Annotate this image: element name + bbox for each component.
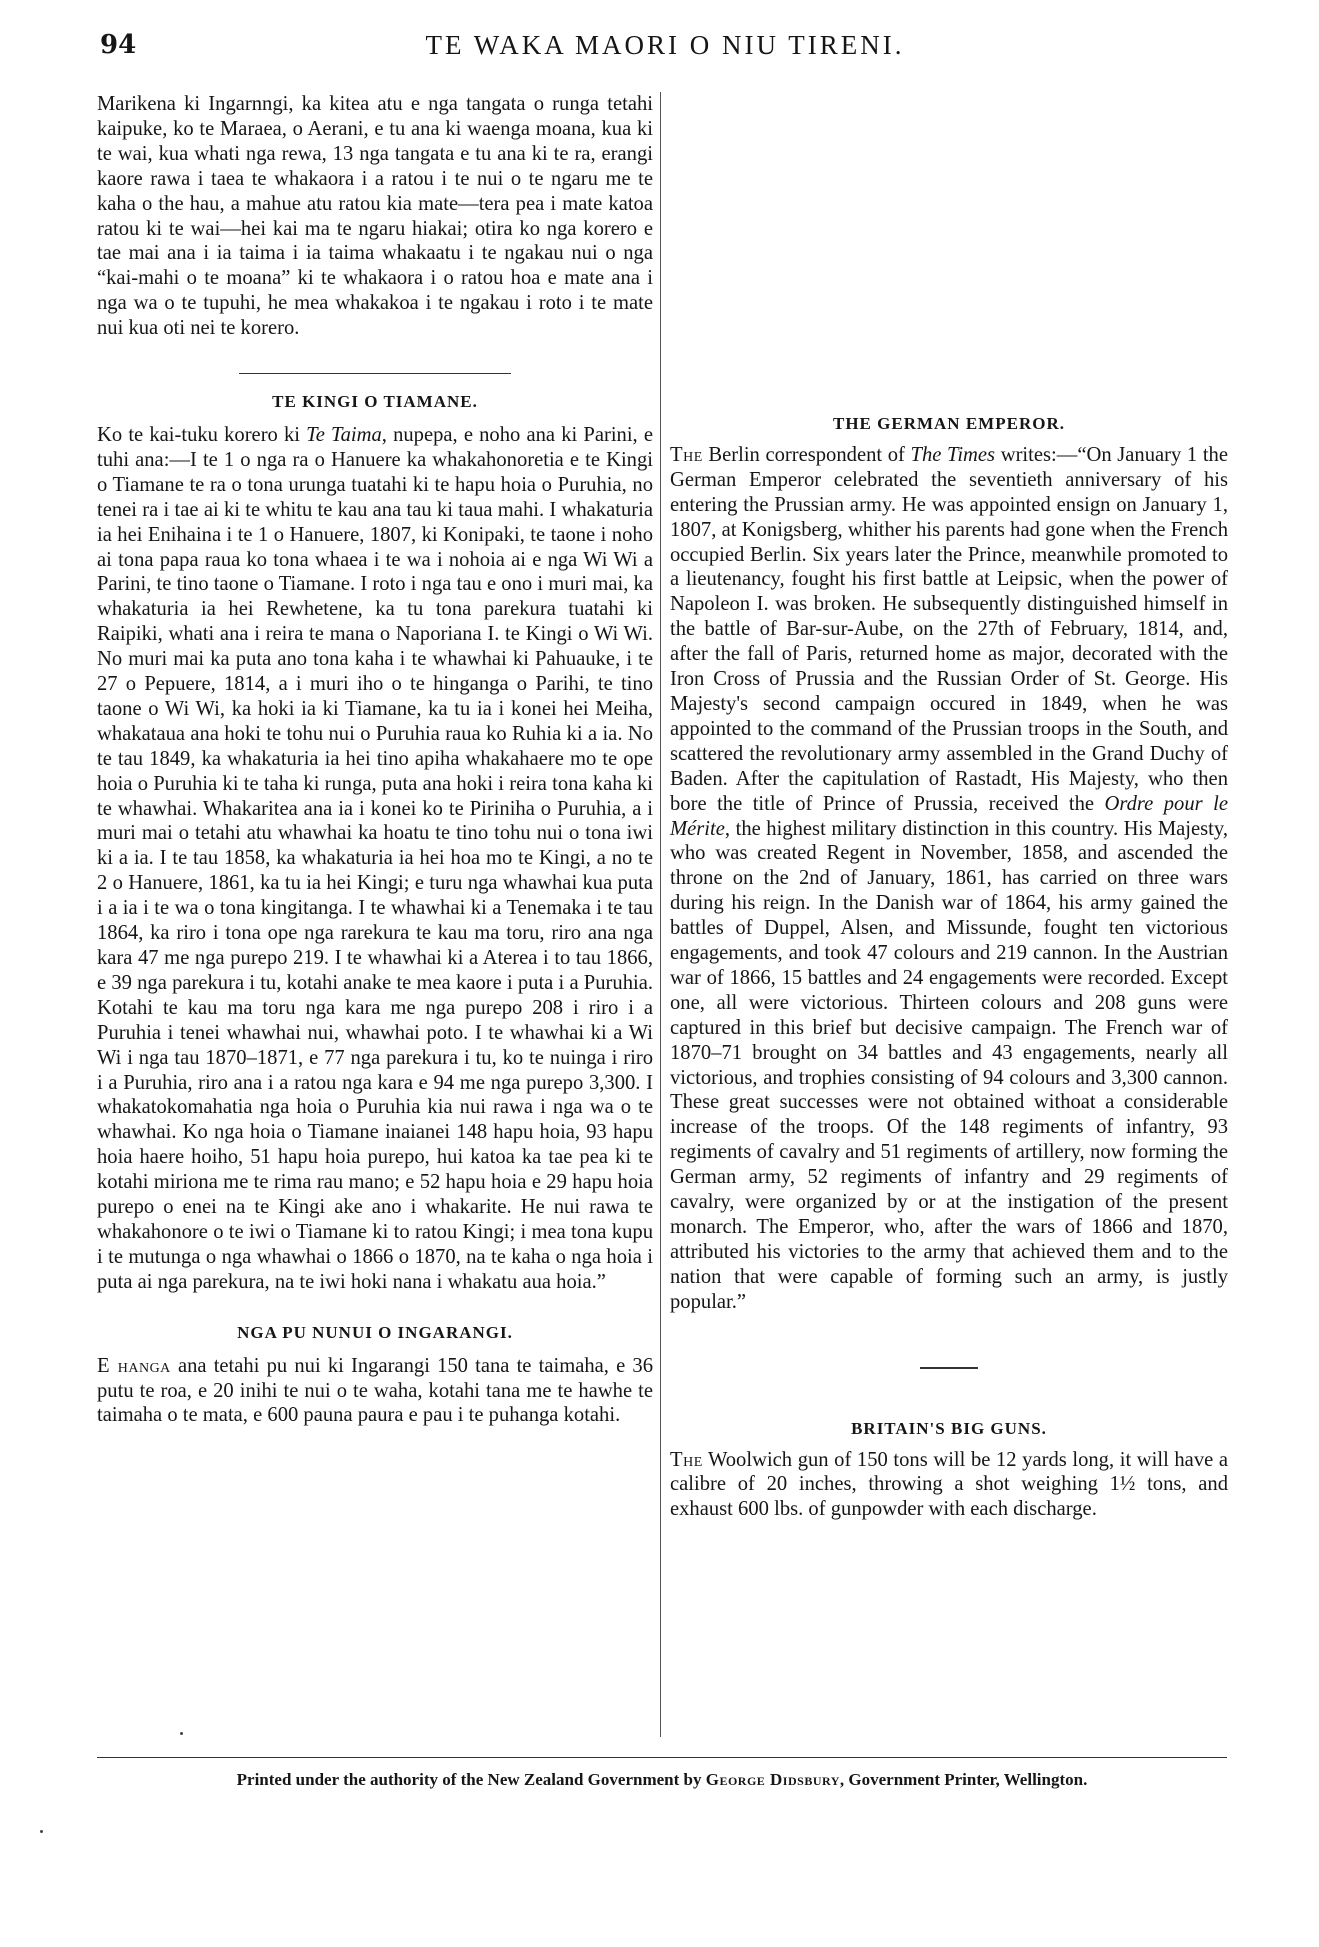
page-header	[100, 26, 1230, 70]
heading-britains-big-guns: BRITAIN'S BIG GUNS.	[851, 1418, 1047, 1438]
heading-nga-pu: NGA PU NUNUI O INGARANGI.	[237, 1322, 513, 1342]
intro-paragraph: Marikena ki Ingarnngi, ka kitea atu e nga tangata o runga tetahi kaipuke, ko te Maraea, o Aerani, e tu ana ki waenga moana, kua ki te wai, kua whati nga rewa, 13 nga tangata e tu ana ki te ra, erangi kaore rawa i taea te whakaora i a ratou i te nui o te ngaru me te kaha o the hau, a mahue atu ratou kia mate—tera pea i mate katoa ratou ki te wai—hei kai ma te ngaru hiakai; otira ko nga korero e tae mai ana i ia taima i ia taima whakaatu i te ngakau nui o nga “kai-mahi o te moana” ki te whakaora i o ratou hoa e mate ana i nga wa o te tupuhi, he mea whakakoa i te ngakau i roto i te mate nui kua oti nei te korero.	[97, 93, 653, 340]
print-speck	[180, 1732, 183, 1735]
guns-fraction: 1½	[1109, 1473, 1136, 1496]
printer-imprint	[97, 1770, 1227, 1790]
imprint-printer-name: George Didsbury	[705, 1770, 840, 1789]
kingi-text-a: Ko te kai-tuku korero ki	[97, 423, 307, 446]
guns-text-a: Woolwich gun of 150 tons will be 12 yards long, it will have a calibre of 20 inches, throwing a shot weighing	[670, 1448, 1228, 1496]
column-divider	[660, 92, 661, 1737]
pu-lead: E hanga	[97, 1354, 171, 1377]
journal-title: TE WAKA MAORI O NIU TIRENI.	[425, 30, 905, 60]
emperor-italic-times: The Times	[910, 443, 996, 466]
page-number: 94	[100, 30, 137, 60]
pu-body: ana tetahi pu nui ki Ingarangi 150 tana te taimaha, e 36 putu te roa, e 20 inihi te nui o te waha, kotahi tana me te hawhe te taimaha o te mata, e 600 pauna paura e pau i te puhanga kotahi.	[97, 1354, 653, 1427]
kingi-italic-newspaper: Te Taima	[306, 423, 382, 446]
emperor-text-b: writes:—“On January 1 the German Emperor celebrated the seventieth anniversary of his entering the Prussian army. He was appointed ensign on January 1, 1807, at Konigsberg, whither his parents had gone when the French occupied Berlin. Six years later the Prince, meanwhile promoted to a lieutenancy, fought his first battle at Leipsic, when the power of Napoleon I. was broken. He subsequently distinguished himself in the battle of Bar-sur-Aube, on the 27th of February, 1814, and, after the fall of Paris, returned home as major, decorated with the Iron Cross of Prussia and the Russian Order of St. George. His Majesty's second campaign occured in 1849, when he was appointed to the command of the Prussian troops in the South, and scattered the revolutionary army assembled in the Grand Duchy of Baden. After the capitulation of Rastadt, His Majesty, who then bore the title of Prince of Prussia, received the	[670, 443, 1228, 815]
guns-article	[670, 1448, 1228, 1523]
heading-german-emperor: THE GERMAN EMPEROR.	[833, 414, 1065, 433]
guns-lead: The	[670, 1448, 703, 1471]
emperor-lead: The	[670, 443, 703, 466]
imprint-text-b: , Government Printer, Wellington.	[839, 1770, 1088, 1789]
right-column	[670, 92, 1228, 1522]
footer-rule	[97, 1757, 1227, 1758]
emperor-text-a: Berlin correspondent of	[702, 443, 911, 466]
kingi-article	[97, 423, 653, 1295]
left-column	[97, 92, 653, 1428]
guns-text-b: tons, and exhaust 600 lbs. of gunpowder with each discharge.	[670, 1473, 1228, 1521]
emperor-italic-order: Ordre pour le Mérite	[670, 792, 1229, 840]
kingi-text-b: , nupepa, e noho ana ki Parini, e tuhi ana:—I te 1 o nga ra o Hanuere ka whakahonoretia e te Kingi o Tiamane te ra o tona urunga tuatahi ki te hapu hoia o Puruhia, no tenei ra i tae ai ki te whitu te kau ana tau ki taua mahi. I whakaturia ia hei Enihaina i te 1 o Hanuere, 1807, ki Konipaki, te taone i noho ai tona papa raua ko tona whaea i te wa i nohoia ai e nga Wi Wi a Parini, te tino taone o Tiamane. I roto i nga tau e ono i muri mai, ka whakaturia ia hei Rewhetene, ka tu tona parekura tuatahi ki Raipiki, whati ana i reira te mana o Naporiana I. te Kingi o Wi Wi. No muri mai ka puta ano tona kaha i te whawhai ki Pahuauke, i te 27 o Pepuere, 1814, a i muri iho o te hinganga o Parihi, te tino taone o Wi Wi, ka hoki ia ki Tiamane, ka tu ia i konei hei Meiha, whakataua ana hoki te tohu nui o Puruhia raua ko Ruhia ki a ia. No te tau 1849, ka whakaturia ia hei tino apiha whakahaere mo te ope hoia o Puruhia ki te taha ki runga, puta ana hoki i reira tona kaha ki te whawhai. Whakaritea ana ia i konei ko te Piriniha o Puruhia, a i muri mai o tetahi atu whawhai ka hoatu te tino tohu nui o tona iwi ki a ia. I te tau 1858, ka whakaturia ia hei hoa mo te Kingi, a no te 2 o Hanuere, 1861, ka tu ia hei Kingi; e turu nga whawhai kua puta i a ia i te wa o tona kingitanga. I te whawhai ki a Tenemaka i te tau 1864, ka riro i tona ope nga rarekura te kau ma toru, riro ana nga kara 47 me nga purepo 219. I te whawhai ki a Aterea i to tau 1866, e 39 nga parekura i tu, kotahi anake te mea kaore i puta i a Puruhia. Kotahi te kau ma toru nga kara me nga purepo 208 i riro i a Puruhia i tenei whawhai nui, whawhai poto. I te whawhai ki a Wi Wi i nga tau 1870–1871, e 77 nga parekura i tu, ko te nuinga i riro i a Puruhia, riro ana i a ratou nga kara e 94 me nga purepo 3,300. I whakatokomahatia nga hoia o Puruhia kia nui rawa i nga wa o te whawhai. Ko nga hoia o Tiamane inaianei 148 hapu hoia, 93 hapu hoia haere hoiho, 51 hapu hoia purepo, hui katoa ka tae pea ki te kotahi miriona me te rima rau mano; e 52 hapu hoia e 29 hapu hoia purepo o enei na te Kingi ake ano i whakarite. He nui rawa te whakahonore o te iwi o Tiamane ki to ratou Kingi; i mea tona kupu i te mutunga o nga whawhai o 1866 o 1870, na te kaha o nga hoia i puta ai nga parekura, na te iwi hoki nana i whakatu aua hoia.”	[97, 423, 653, 1293]
emperor-text-c: , the highest military distinction in this country. His Majesty, who was created Regent in November, 1858, and ascended the throne on the 2nd of January, 1861, has carried on three wars during his reign. In the Danish war of 1864, his army gained the battles of Duppel, Alsen, and Missunde, fought ten victorious engagements, and took 47 colours and 219 cannon. In the Austrian war of 1866, 15 battles and 24 engagements were recorded. Except one, all were victorious. Thirteen colours and 208 guns were captured in this brief but decisive campaign. The French war of 1870–71 brought on 34 battles and 43 engagements, nearly all victorious, and trophies consisting of 94 colours and 3,300 cannon. These great successes were not obtained withoat a considerable increase of the troops. Of the 148 regiments of infantry, 93 regiments of cavalry and 51 regiments of artillery, now forming the German army, 52 regiments of infantry and 29 regiments of cavalry, were organized by or at the instigation of the present monarch. The Emperor, who, after the wars of 1866 and 1870, attributed his victories to the army that achieved them and to the nation that were capable of forming such an army, is justly popular.”	[670, 817, 1228, 1313]
pu-article	[97, 1354, 653, 1429]
print-speck	[40, 1830, 43, 1833]
emperor-article	[670, 443, 1228, 1315]
imprint-text-a: Printed under the authority of the New Zealand Government by	[236, 1770, 706, 1789]
heading-te-kingi: TE KINGI O TIAMANE.	[272, 392, 478, 412]
